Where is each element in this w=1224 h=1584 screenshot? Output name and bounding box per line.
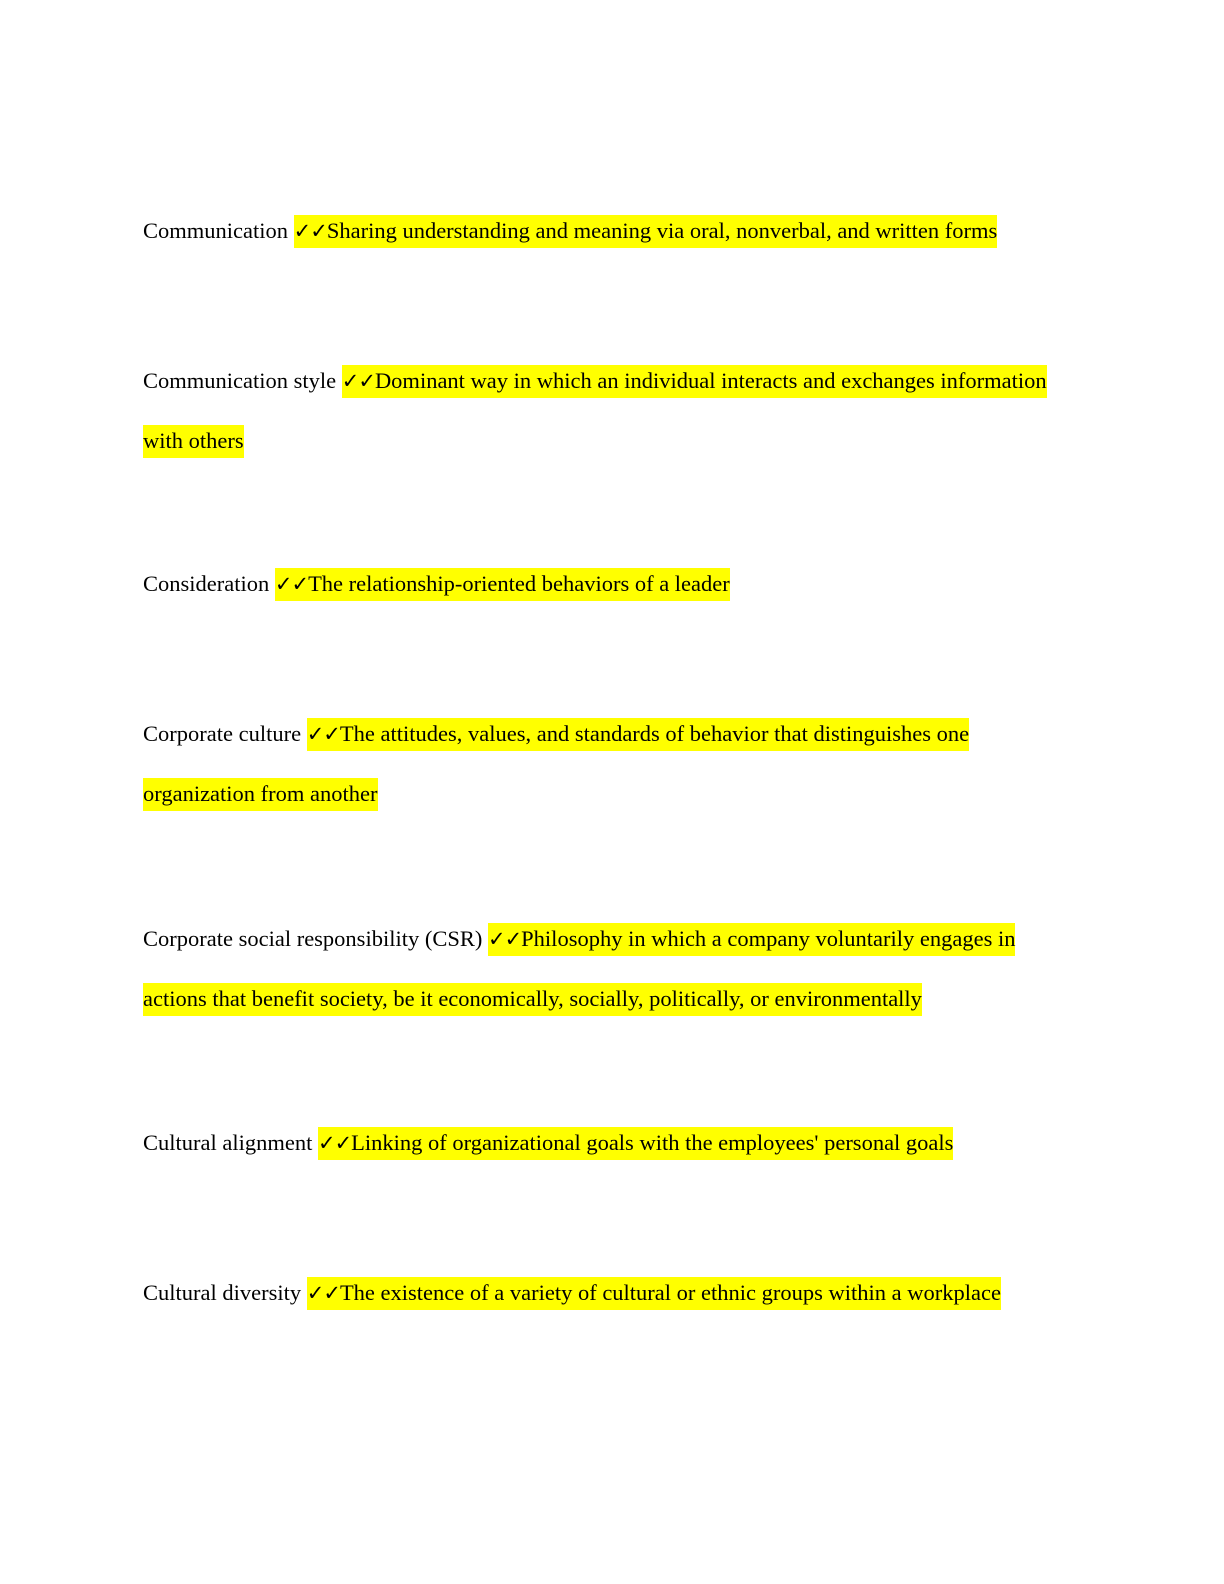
term: Consideration bbox=[143, 571, 270, 596]
term: Cultural diversity bbox=[143, 1280, 302, 1305]
highlighted-definition bbox=[294, 215, 998, 248]
term: Communication style bbox=[143, 368, 337, 393]
double-check-icon: ✓✓ bbox=[341, 369, 375, 393]
double-check-icon: ✓✓ bbox=[306, 722, 340, 746]
definition: Philosophy in which a company voluntarily engages in actions that benefit society, be it economically, socially, politically, or environmentally bbox=[143, 926, 1016, 1011]
glossary-entry-corporate-culture bbox=[143, 704, 1083, 823]
glossary-entry-cultural-alignment bbox=[143, 1113, 1083, 1173]
double-check-icon: ✓✓ bbox=[274, 572, 309, 596]
glossary-entry-consideration bbox=[143, 554, 1083, 614]
definition: Dominant way in which an individual interacts and exchanges information with others bbox=[143, 368, 1047, 453]
term: Communication bbox=[143, 218, 288, 243]
highlighted-definition bbox=[307, 1277, 1001, 1310]
double-check-icon: ✓✓ bbox=[487, 927, 522, 951]
double-check-icon: ✓✓ bbox=[306, 1281, 340, 1305]
definition: The existence of a variety of cultural or ethnic groups within a workplace bbox=[339, 1280, 1001, 1305]
glossary-entry-communication-style bbox=[143, 351, 1083, 470]
highlighted-definition bbox=[318, 1127, 953, 1160]
glossary-entry-csr bbox=[143, 909, 1083, 1028]
definition: Linking of organizational goals with the employees' personal goals bbox=[351, 1130, 954, 1155]
highlighted-definition bbox=[275, 568, 730, 601]
definition: Sharing understanding and meaning via oral, nonverbal, and written forms bbox=[326, 218, 998, 243]
term: Corporate culture bbox=[143, 721, 302, 746]
definition: The relationship-oriented behaviors of a leader bbox=[308, 571, 730, 596]
term: Corporate social responsibility (CSR) bbox=[143, 926, 483, 951]
glossary-entry-cultural-diversity bbox=[143, 1263, 1083, 1323]
double-check-icon: ✓✓ bbox=[317, 1131, 352, 1155]
term: Cultural alignment bbox=[143, 1130, 313, 1155]
definition: The attitudes, values, and standards of behavior that distinguishes one organization from another bbox=[143, 721, 970, 806]
double-check-icon: ✓✓ bbox=[293, 219, 327, 243]
glossary-entry-communication bbox=[143, 201, 1083, 261]
